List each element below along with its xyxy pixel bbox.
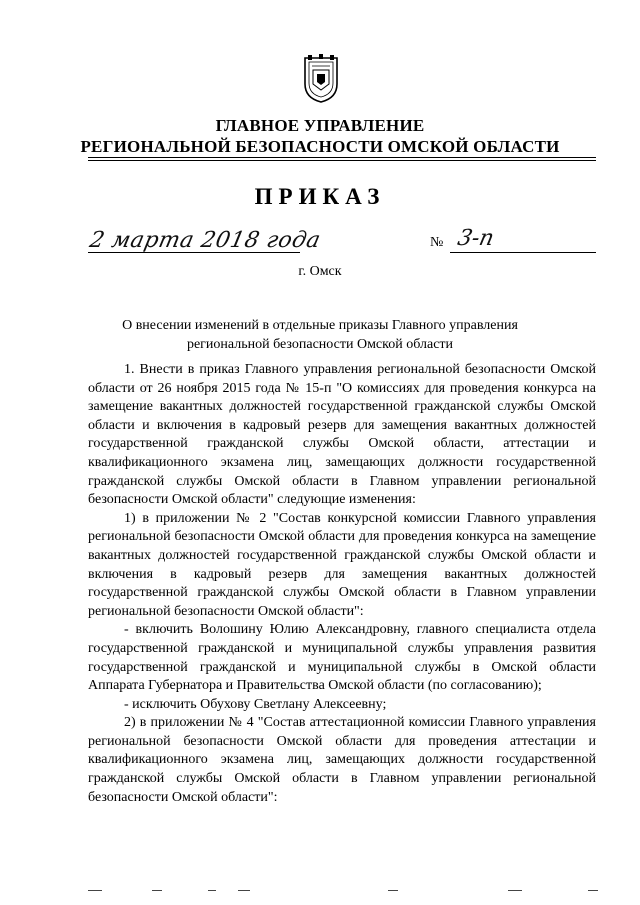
coat-of-arms-icon bbox=[302, 54, 340, 104]
handwritten-date: 2 марта 2018 года bbox=[87, 228, 323, 253]
paragraph-4: - исключить Обухову Светлану Алексеевну; bbox=[124, 696, 387, 712]
date-underline bbox=[88, 252, 300, 253]
scan-artifact-marks bbox=[88, 890, 608, 894]
paragraph-3: - включить Волошину Юлию Александровну, главного специалиста отдела государственной гражданской и муниципальной службы управления развития государственной гражданской и муниципальной службы в Омской области Аппарата Губернатора и Правительства Омской области (по согласованию); bbox=[88, 622, 596, 694]
organization-name-line1: ГЛАВНОЕ УПРАВЛЕНИЕ bbox=[215, 116, 425, 135]
paragraph-2: 1) в приложении № 2 "Состав конкурсной комиссии Главного управления региональной безопасности Омской области для проведения конкурса на замещение вакантных должностей государственной гражданской службы Омской области и включения в кадровый резерв для замещения вакантных должностей государственной гражданской службы Омской области в Главном управлении региональной безопасности Омской области": bbox=[88, 510, 596, 619]
number-underline bbox=[450, 252, 596, 253]
handwritten-number: 3-п bbox=[455, 226, 497, 251]
subject-line2: региональной безопасности Омской области bbox=[186, 337, 454, 352]
paragraph-1: 1. Внести в приказ Главного управления региональной безопасности Омской области от 26 ноября 2015 года № 15-п "О комиссиях для проведения конкурса на замещение вакантных должностей государственной гражданской службы Омской области и включения в кадровый резерв для замещения вакантных должностей государственной гражданской службы Омской области, аттестации и квалификационного экзамена лиц, замещающих должности государственной гражданской службы Омской области в Главном управлении региональной безопасности Омской области" следующие изменения: bbox=[88, 362, 596, 508]
document-title: ПРИКАЗ bbox=[254, 184, 386, 209]
document-body bbox=[88, 361, 596, 807]
header-divider-top bbox=[88, 157, 596, 158]
number-label: № bbox=[430, 235, 444, 250]
city-name: г. Омск bbox=[298, 264, 342, 279]
subject-line1: О внесении изменений в отдельные приказы Главного управления bbox=[122, 318, 518, 333]
document-subject bbox=[0, 316, 640, 354]
organization-name-line2: РЕГИОНАЛЬНОЙ БЕЗОПАСНОСТИ ОМСКОЙ ОБЛАСТИ bbox=[80, 137, 560, 156]
header-divider-bottom bbox=[88, 160, 596, 161]
paragraph-5: 2) в приложении № 4 "Состав аттестационной комиссии Главного управления региональной безопасности Омской области для проведения аттестации и квалификационного экзамена лиц, замещающих должности государственной гражданской службы Омской области в Главном управлении региональной безопасности Омской области": bbox=[88, 715, 596, 805]
